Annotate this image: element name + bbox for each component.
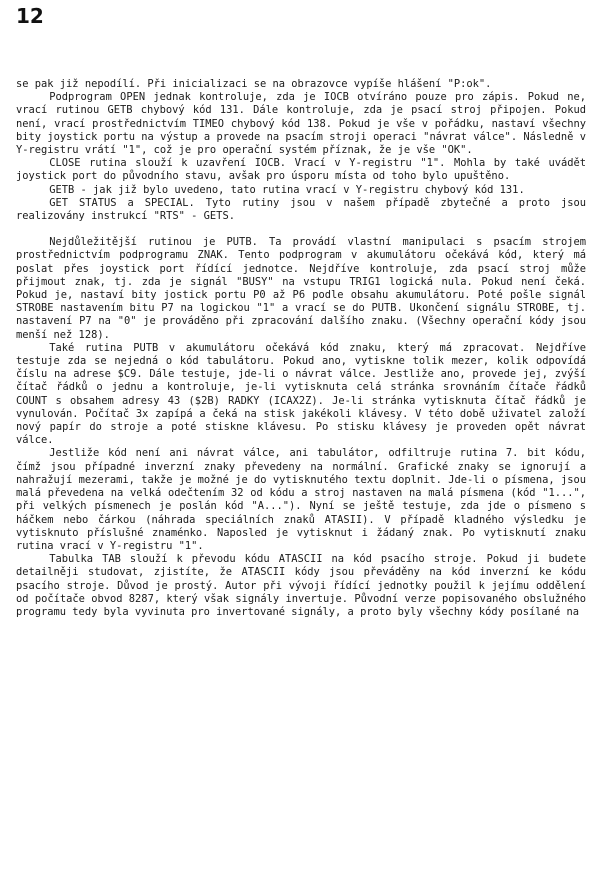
paragraph: Také rutina PUTB v akumulátoru očekává kód znaku, který má zpracovat. Nejdříve testuje zda se nejedná o kód tabulátoru. Pokud ano, vytiskne tolik mezer, kolik odpovídá číslu na adrese $C9. Dále testuje, jde-li o návrat válce. Jestliže ano, provede jej, zvýší čítač řádků o jednu a kontroluje, je-li vytisknuta celá stránka srovnáním čítače řádků COUNT s obsahem adresy 43 ($2B) RADKY (ICAX2Z). Je-li stránka vytisknuta čítač řádků je vynulován. Počítač 3x zapípá a čeká na stisk jakékoli klávesy. V této době uživatel založí nový papír do stroje a poté stiskne klávesu. Po stisku klávesy je proveden opět návrat válce.: [16, 341, 586, 447]
paragraph: Tabulka TAB slouží k převodu kódu ATASCII na kód psacího stroje. Pokud ji budete detailněji studovat, zjistíte, že ATASCII kódy jsou převáděny na kód inverzní ke kódu psacího stroje. Důvod je prostý. Autor při vývoji řídící jednotky použil k jejímu oddělení od počítače obvod 8287, který však signály invertuje. Původní verze popisovaného obslužného programu tedy byla vyvinuta pro invertované signály, a proto byly všechny kódy posílané na: [16, 553, 586, 618]
paragraph: GET STATUS a SPECIAL. Tyto rutiny jsou v našem případě zbytečné a proto jsou realizovány instrukcí "RTS" - GETS.: [16, 196, 586, 223]
body-text: [16, 78, 586, 619]
paragraph: Podprogram OPEN jednak kontroluje, zda je IOCB otvíráno pouze pro zápis. Pokud ne, vrací rutinou GETB chybový kód 131. Dále kontroluje, zda je psací stroj připojen. Pokud není, vrací prostřednictvím TIMEO chybový kód 138. Pokud je vše v pořádku, nastaví všechny bity joystick portu na výstup a provede na psacím stroji operaci "návrat válce". Následně v Y-registru vrátí "1", což je pro operační systém příznak, že je vše "OK".: [16, 91, 586, 157]
paragraph: Jestliže kód není ani návrat válce, ani tabulátor, odfiltruje rutina 7. bit kódu, čímž jsou případné inverzní znaky převedeny na normální. Grafické znaky se ignorují a nahražují mezerami, takže je možné je do vytisknutého textu doplnit. Jde-li o písmena, jsou malá převedena na velká odečtením 32 od kódu a stroj nastaven na malá písmena (kód "1...", při velkých písmenech je poslán kód "A..."). Nyní se ještě testuje, zda jde o písmeno s háčkem nebo čárkou (náhrada speciálních znaků ATASII). V případě kladného výsledku je vytisknuto příslušné znaménko. Naposled je vytisknut i žádaný znak. Po vytisknutí znaku rutina vrací v Y-registru "1".: [16, 447, 586, 552]
paragraph: Nejdůležitější rutinou je PUTB. Ta provádí vlastní manipulaci s psacím strojem prostřednictvím podprogramu ZNAK. Tento podprogram v akumulátoru očekává kód, který má poslat přes joystick port řídící jednotce. Nejdříve kontroluje, zda psací stroj může přijmout znak, tj. zda je signál "BUSY" na vstupu TRIG1 logická nula. Pokud není čeká. Pokud je, nastaví bity jostick portu P0 až P6 podle obsahu akumulátoru. Poté pošle signál STROBE nastavením bitu P7 na logickou "1" a vrací se do PUTB. Ukončení signálu STROBE, tj. nastavení P7 na "0" je prováděno při zpracování dalšího znaku. (Všechny operační kódy jsou menší než 128).: [16, 236, 586, 341]
paragraph: GETB - jak již bylo uvedeno, tato rutina vrací v Y-registru chybový kód 131.: [49, 183, 525, 196]
paragraph: se pak již nepodílí. Při inicializaci se na obrazovce vypíše hlášení "P:ok".: [16, 78, 492, 90]
paragraph: CLOSE rutina slouží k uzavření IOCB. Vrací v Y-registru "1". Mohla by také uvádět joystick port do původního stavu, avšak pro úsporu místa od toho bylo upuštěno.: [16, 157, 586, 183]
page-number: 12: [16, 4, 44, 28]
